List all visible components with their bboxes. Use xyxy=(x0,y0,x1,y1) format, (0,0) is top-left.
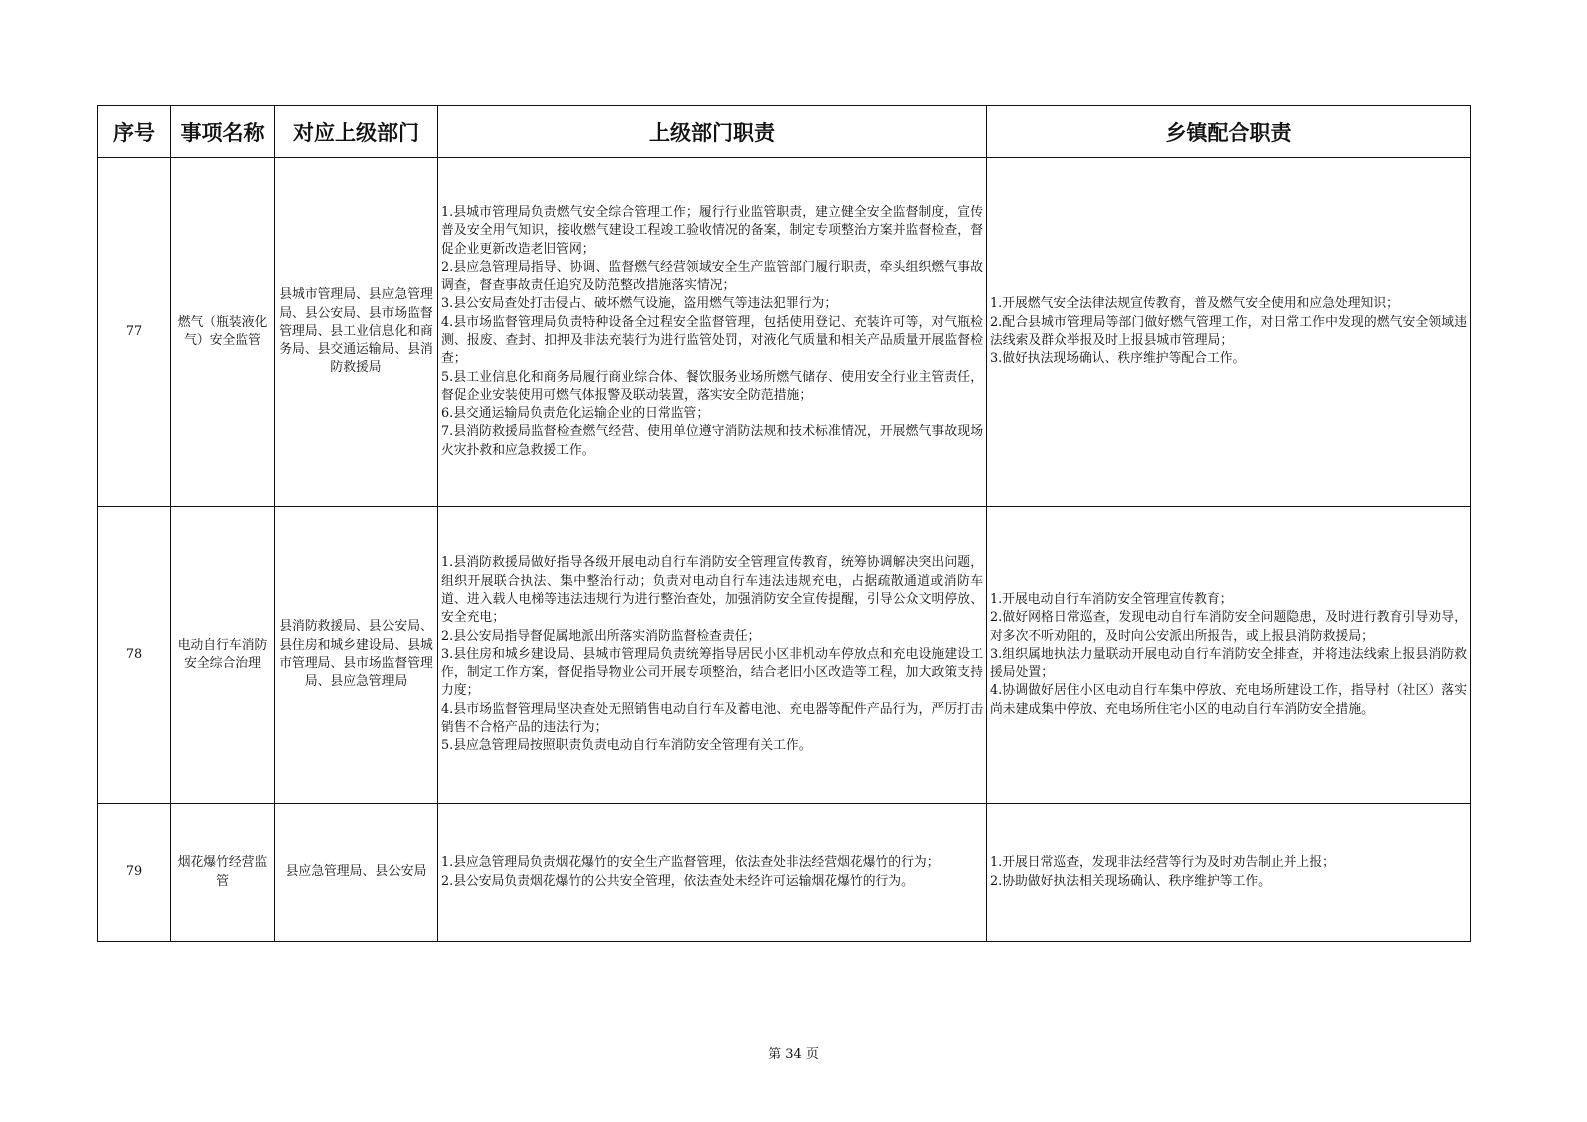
row-number: 79 xyxy=(98,804,171,942)
row-number: 78 xyxy=(98,507,171,804)
row-number: 77 xyxy=(98,158,171,507)
town-duties xyxy=(987,804,1471,942)
duty-line: 6.县交通运输局负责危化运输企业的日常监管； xyxy=(441,406,710,422)
duty-line: 4.县市场监督管理局坚决查处无照销售电动自行车及蓄电池、充电器等配件产品行为，严厉打击销售不合格产品的违法行为； xyxy=(441,701,983,736)
table-row xyxy=(98,507,1471,804)
duty-line: 1.开展日常巡查，发现非法经营等行为及时劝告制止并上报； xyxy=(990,855,1335,871)
upper-duties xyxy=(438,158,987,507)
duty-line: 1.开展电动自行车消防安全管理宣传教育； xyxy=(990,591,1233,607)
duty-line: 4.协调做好居住小区电动自行车集中停放、充电场所建设工作，指导村（社区）落实尚未建成集中停放、充电场所住宅小区的电动自行车消防安全措施。 xyxy=(990,683,1467,717)
header-upper-dept: 对应上级部门 xyxy=(275,106,438,158)
duty-line: 1.县城市管理局负责燃气安全综合管理工作；履行行业监管职责，建立健全安全监督制度，宣传普及安全用气知识，接收燃气建设工程竣工验收情况的备案，制定专项整治方案并监督检查，督促企业更新改造老旧管网； xyxy=(441,204,983,257)
duty-line: 3.做好执法现场确认、秩序维护等配合工作。 xyxy=(990,351,1246,367)
header-upper-duties: 上级部门职责 xyxy=(438,106,987,158)
duty-line: 7.县消防救援局监督检查燃气经营、使用单位遵守消防法规和技术标准情况，开展燃气事故现场火灾扑救和应急救援工作。 xyxy=(441,424,983,458)
duty-line: 1.县应急管理局负责烟花爆竹的安全生产监督管理，依法查处非法经营烟花爆竹的行为； xyxy=(441,855,940,871)
duty-line: 3.县住房和城乡建设局、县城市管理局负责统筹指导居民小区非机动车停放点和充电设施建设工作，制定工作方案，督促指导物业公司开展专项整治，结合老旧小区改造等工程，加大政策支持力度； xyxy=(441,646,983,699)
upper-dept: 县应急管理局、县公安局 xyxy=(275,804,438,942)
duty-line: 2.协助做好执法相关现场确认、秩序维护等工作。 xyxy=(990,873,1271,889)
item-name: 烟花爆竹经营监管 xyxy=(171,804,275,942)
duty-line: 2.县公安局指导督促属地派出所落实消防监督检查责任； xyxy=(441,628,761,644)
item-name: 燃气（瓶装液化气）安全监管 xyxy=(171,158,275,507)
upper-dept: 县城市管理局、县应急管理局、县公安局、县市场监督管理局、县工业信息化和商务局、县交通运输局、县消防救援局 xyxy=(275,158,438,507)
duty-line: 2.县应急管理局指导、协调、监督燃气经营领域安全生产监管部门履行职责，牵头组织燃气事故调查，督查事故责任追究及防范整改措施落实情况； xyxy=(441,259,983,294)
duty-line: 1.县消防救援局做好指导各级开展电动自行车消防安全管理宣传教育，统筹协调解决突出问题，组织开展联合执法、集中整治行动；负责对电动自行车违法违规充电，占据疏散通道或消防车道、进入载人电梯等违法违规行为进行整治查处，加强消防安全宣传提醒，引导公众文明停放、安全充电； xyxy=(441,555,983,626)
duty-line: 3.县公安局查处打击侵占、破坏燃气设施，盗用燃气等违法犯罪行为； xyxy=(441,296,838,312)
duty-line: 5.县应急管理局按照职责负责电动自行车消防安全管理有关工作。 xyxy=(441,738,812,754)
duty-line: 2.做好网格日常巡查，发现电动自行车消防安全问题隐患，及时进行教育引导劝导，对多次不听劝阻的，及时向公安派出所报告，或上报县消防救援局； xyxy=(990,610,1467,644)
town-duties xyxy=(987,507,1471,804)
duty-line: 2.县公安局负责烟花爆竹的公共安全管理，依法查处未经许可运输烟花爆竹的行为。 xyxy=(441,873,914,889)
header-no: 序号 xyxy=(98,106,171,158)
duty-table xyxy=(97,105,1471,942)
item-name: 电动自行车消防安全综合治理 xyxy=(171,507,275,804)
header-item-name: 事项名称 xyxy=(171,106,275,158)
duty-line: 2.配合县城市管理局等部门做好燃气管理工作，对日常工作中发现的燃气安全领域违法线索及群众举报及时上报县城市管理局； xyxy=(990,314,1467,348)
upper-dept: 县消防救援局、县公安局、县住房和城乡建设局、县城市管理局、县市场监督管理局、县应急管理局 xyxy=(275,507,438,804)
duty-line: 1.开展燃气安全法律法规宣传教育，普及燃气安全使用和应急处理知识； xyxy=(990,296,1399,312)
upper-duties xyxy=(438,507,987,804)
table-row xyxy=(98,804,1471,942)
town-duties xyxy=(987,158,1471,507)
header-town-duties: 乡镇配合职责 xyxy=(987,106,1471,158)
duty-line: 5.县工业信息化和商务局履行商业综合体、餐饮服务业场所燃气储存、使用安全行业主管责任，督促企业安装使用可燃气体报警及联动装置，落实安全防范措施； xyxy=(441,369,983,403)
upper-duties xyxy=(438,804,987,942)
duty-line: 3.组织属地执法力量联动开展电动自行车消防安全排查，并将违法线索上报县消防救援局处置； xyxy=(990,646,1467,681)
page-number: 第 34 页 xyxy=(768,1047,819,1062)
table-row xyxy=(98,158,1471,507)
header-row xyxy=(98,106,1471,158)
duty-line: 4.县市场监督管理局负责特种设备全过程安全监督管理，包括使用登记、充装许可等，对气瓶检测、报废、查封、扣押及非法充装行为进行监管处罚，对液化气质量和相关产品质量开展监督检查； xyxy=(441,314,983,367)
